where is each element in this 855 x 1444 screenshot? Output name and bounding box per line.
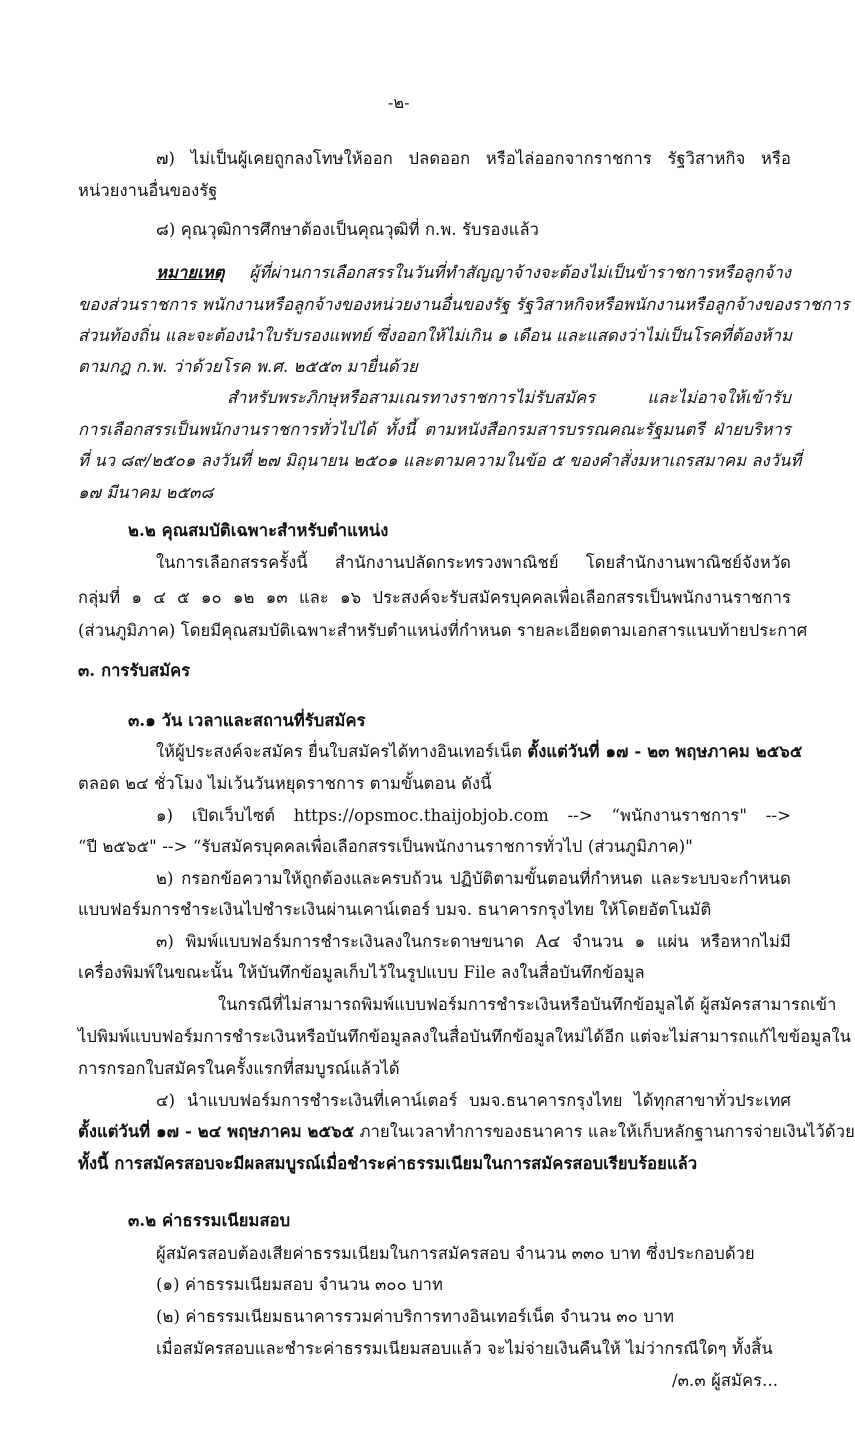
step-3-line-1: ๓) พิมพ์แบบฟอร์มการชำระเงินลงในกระดาษขนาด A๔ จำนวน ๑ แผ่น หรือหากไม่มี	[156, 932, 791, 951]
fee-item-2: (๒) ค่าธรรมเนียมธนาคารรวมค่าบริการทางอินเทอร์เน็ต จำนวน ๓๐ บาท	[156, 1307, 675, 1326]
step-4-line-2: ตั้งแต่วันที่ ๑๗ - ๒๔ พฤษภาคม ๒๕๖๕ ภายในเวลาทำการของธนาคาร และให้เก็บหลักฐานการจ่ายเงินไว้ด้วย	[78, 1122, 855, 1141]
step-3-para-line-3: การกรอกใบสมัครในครั้งแรกที่สมบูรณ์แล้วได้	[78, 1059, 400, 1078]
item-7-line-1: ๗) ไม่เป็นผู้เคยถูกลงโทษให้ออก ปลดออก หรือไล่ออกจากราชการ รัฐวิสาหกิจ หรือ	[156, 149, 791, 168]
continuation-marker: /๓.๓ ผู้สมัคร...	[672, 1371, 779, 1390]
step-3-para-line-1: ในกรณีที่ไม่สามารถพิมพ์แบบฟอร์มการชำระเงินหรือบันทึกข้อมูลได้ ผู้สมัครสามารถเข้า	[218, 995, 837, 1014]
monk-line-3: ที่ นว ๘๙/๒๕๐๑ ลงวันที่ ๒๗ มิถุนายน ๒๕๐๑ และตามความในข้อ ๕ ของคำสั่งมหาเถรสมาคม ลงวันที่	[78, 451, 802, 470]
fee-line-4: เมื่อสมัครสอบและชำระค่าธรรมเนียมสอบแล้ว จะไม่จ่ายเงินคืนให้ ไม่ว่ากรณีใดๆ ทั้งสิ้น	[156, 1339, 773, 1358]
item-7-line-2: หน่วยงานอื่นของรัฐ	[78, 181, 218, 200]
section-3-1-line-1: ให้ผู้ประสงค์จะสมัคร ยื่นใบสมัครได้ทางอินเทอร์เน็ต ตั้งแต่วันที่ ๑๗ - ๒๓ พฤษภาคม ๒๕๖๕	[156, 742, 803, 761]
note-line-2: ของส่วนราชการ พนักงานหรือลูกจ้างของหน่วยงานอื่นของรัฐ รัฐวิสาหกิจหรือพนักงานหรือลูกจ้างของราชการ	[78, 295, 850, 314]
section-2-2-heading: ๒.๒ คุณสมบัติเฉพาะสำหรับตำแหน่ง	[128, 521, 389, 540]
note-line-3: ส่วนท้องถิ่น และจะต้องนำใบรับรองแพทย์ ซึ่งออกให้ไม่เกิน ๑ เดือน และแสดงว่าไม่เป็นโรคที่ต้องห้าม	[78, 326, 793, 345]
fee-item-1: (๑) ค่าธรรมเนียมสอบ จำนวน ๓๐๐ บาท	[156, 1275, 444, 1294]
section-3-1-heading: ๓.๑ วัน เวลาและสถานที่รับสมัคร	[128, 711, 366, 730]
note-line-4: ตามกฎ ก.พ. ว่าด้วยโรค พ.ศ. ๒๕๕๓ มายื่นด้วย	[78, 357, 418, 376]
monk-line-4: ๑๗ มีนาคม ๒๕๓๘	[78, 483, 214, 502]
section-3-heading: ๓. การรับสมัคร	[78, 661, 191, 680]
section-3-2-heading: ๓.๒ ค่าธรรมเนียมสอบ	[128, 1211, 291, 1230]
monk-line-1: สำหรับพระภิกษุหรือสามเณรทางราชการไม่รับสมัคร และไม่อาจให้เข้ารับ	[227, 388, 791, 407]
registration-period: ตั้งแต่วันที่ ๑๗ - ๒๓ พฤษภาคม ๒๕๖๕	[527, 742, 803, 761]
monk-line-2: การเลือกสรรเป็นพนักงานราชการทั่วไปได้ ทั้งนี้ ตามหนังสือกรมสารบรรณคณะรัฐมนตรี ฝ่ายบริหาร	[78, 420, 791, 439]
step-1-line-1: ๑) เปิดเว็บไซต์ https://opsmoc.thaijobjob.com --> “พนักงานราชการ" -->	[156, 806, 791, 825]
step-2-line-1: ๒) กรอกข้อความให้ถูกต้องและครบถ้วน ปฏิบัติตามขั้นตอนที่กำหนด และระบบจะกำหนด	[156, 869, 791, 888]
payment-period: ตั้งแต่วันที่ ๑๗ - ๒๔ พฤษภาคม ๒๕๖๕	[78, 1122, 355, 1141]
section-2-2-line-3: (ส่วนภูมิภาค) โดยมีคุณสมบัติเฉพาะสำหรับตำแหน่งที่กำหนด รายละเอียดตามเอกสารแนบท้ายประกาศ	[78, 621, 808, 640]
page-number: -๒-	[388, 93, 410, 112]
step-2-line-2: แบบฟอร์มการชำระเงินไปชำระเงินผ่านเคาน์เตอร์ บมจ. ธนาคารกรุงไทย ให้โดยอัตโนมัติ	[78, 900, 712, 919]
step-1-line-2: “ปี ๒๕๖๕" --> “รับสมัครบุคคลเพื่อเลือกสรรเป็นพนักงานราชการทั่วไป (ส่วนภูมิภาค)"	[78, 837, 693, 856]
step-3-para-line-2: ไปพิมพ์แบบฟอร์มการชำระเงินหรือบันทึกข้อมูลลงในสื่อบันทึกข้อมูลใหม่ได้อีก แต่จะไม่สามารถแก้ไขข้อมูลใน	[78, 1027, 851, 1046]
item-8: ๘) คุณวุฒิการศึกษาต้องเป็นคุณวุฒิที่ ก.พ. รับรองแล้ว	[156, 220, 540, 239]
step-3-line-2: เครื่องพิมพ์ในขณะนั้น ให้บันทึกข้อมูลเก็บไว้ในรูปแบบ File ลงในสื่อบันทึกข้อมูล	[78, 963, 645, 982]
step-4-line-1: ๔) นำแบบฟอร์มการชำระเงินที่เคาน์เตอร์ บมจ.ธนาคารกรุงไทย ได้ทุกสาขาทั่วประเทศ	[156, 1091, 791, 1110]
section-2-2-line-2: กลุ่มที่ ๑ ๔ ๕ ๑๐ ๑๒ ๑๓ และ ๑๖ ประสงค์จะรับสมัครบุคคลเพื่อเลือกสรรเป็นพนักงานราชการ	[78, 588, 791, 607]
step-4-line-3: ทั้งนี้ การสมัครสอบจะมีผลสมบูรณ์เมื่อชำระค่าธรรมเนียมในการสมัครสอบเรียบร้อยแล้ว	[78, 1154, 698, 1173]
section-3-1-line-2: ตลอด ๒๔ ชั่วโมง ไม่เว้นวันหยุดราชการ ตามขั้นตอน ดังนี้	[78, 774, 492, 793]
section-2-2-line-1: ในการเลือกสรรครั้งนี้ สำนักงานปลัดกระทรวงพาณิชย์ โดยสำนักงานพาณิชย์จังหวัด	[156, 553, 791, 572]
note-label: หมายเหตุ	[156, 263, 225, 282]
note-line-1: หมายเหตุ ผู้ที่ผ่านการเลือกสรรในวันที่ทำสัญญาจ้างจะต้องไม่เป็นข้าราชการหรือลูกจ้าง	[156, 263, 791, 282]
fee-line-1: ผู้สมัครสอบต้องเสียค่าธรรมเนียมในการสมัครสอบ จำนวน ๓๓๐ บาท ซึ่งประกอบด้วย	[156, 1244, 755, 1263]
